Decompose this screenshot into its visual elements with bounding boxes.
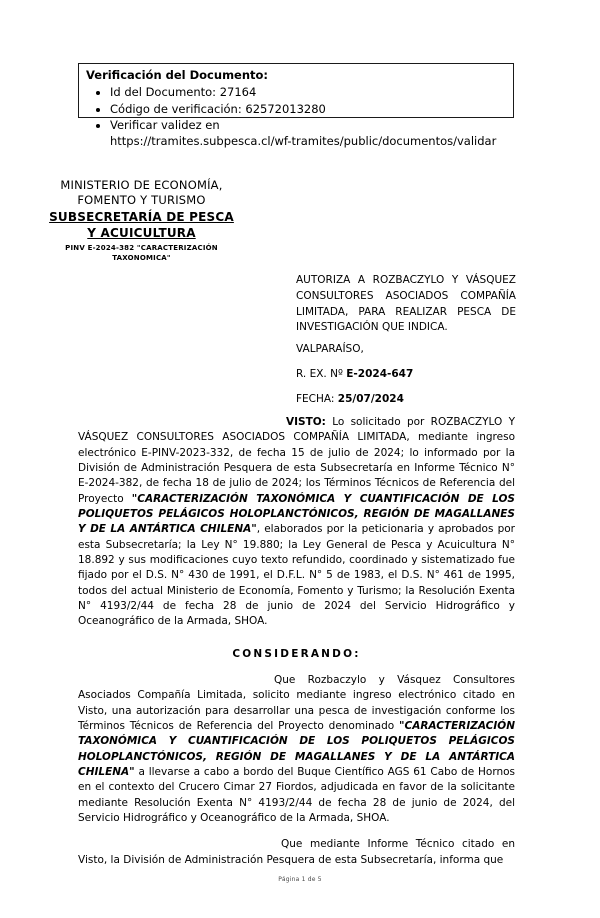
visto-label: VISTO: [286,416,326,428]
visto-project-title: "CARACTERIZACIÓN TAXONÓMICA Y CUANTIFICACIÓN DE LOS POLIQUETOS PELÁGICOS HOLOPLANCTÓNICOS, REGIÓN DE MAGALLANES Y DE LA ANTÁRTICA CHILENA" [78,492,515,536]
pinv-project-code [14,243,269,263]
verification-code: • Código de verificación: 62572013280 [110,101,518,117]
place-line: VALPARAÍSO, [296,343,364,355]
verification-document-id: • Id del Documento: 27164 [110,84,518,100]
authorization-subject: AUTORIZA A ROZBACZYLO Y VÁSQUEZ CONSULTORES ASOCIADOS COMPAÑÍA LIMITADA, PARA REALIZAR PESCA DE INVESTIGACIÓN QUE INDICA. [296,274,516,334]
resolution-date-line [296,393,516,405]
verification-list [86,84,518,149]
ministry-line-1: MINISTERIO DE ECONOMÍA, [60,178,223,192]
verification-block [78,63,518,150]
verification-validate-item [110,117,518,150]
resolution-number-label: R. EX. Nº [296,368,347,380]
paragraph-considerando-2 [78,837,515,868]
considerando-1-project-title: "CARACTERIZACIÓN TAXONÓMICA Y CUANTIFICACIÓN DE LOS POLIQUETOS PELÁGICOS HOLOPLANCTÓNICOS, REGIÓN DE MAGALLANES Y DE LA ANTÁRTICA CHILENA" [78,719,515,778]
subsecretaria-line-1: SUBSECRETARÍA DE PESCA [49,210,234,224]
verification-url[interactable]: https://tramites.subpesca.cl/wf-tramites/public/documentos/validar [110,134,497,149]
considerando-2-text: Que mediante Informe Técnico citado en Visto, la División de Administración Pesquera de esta Subsecretaría, informa que [78,838,515,866]
considerando-1-text-part-2: a llevarse a cabo a bordo del Buque Científico AGS 61 Cabo de Hornos en el contexto del Crucero Cimar 27 Fiordos, adjudicada en favor de la solicitante mediante Resolución Exenta N° 4193/2/44 de fecha 28 de junio de 2024, del Servicio Hidrográfico y Oceanográfico de la Armada, SHOA. [78,765,515,824]
subsecretaria-line-2: Y ACUICULTURA [87,225,196,240]
resolution-date-label: FECHA: [296,393,338,405]
ministry-line-2: FOMENTO Y TURISMO [77,193,206,208]
page-footer: Página 1 de 5 [278,876,322,883]
verification-validate-label: Verificar validez en [110,117,220,132]
paragraph-considerando-1 [78,673,515,826]
considerando-heading: CONSIDERANDO: [232,647,361,660]
subsecretaria-heading [14,210,269,242]
resolution-number-value: E-2024-647 [346,368,414,380]
paragraph-visto [78,415,515,630]
ministry-header [14,178,269,208]
considerando-1-text-part-1: Que Rozbaczylo y Vásquez Consultores Asociados Compañía Limitada, solicito mediante ingreso electrónico citado en Visto, una autorización para desarrollar una pesca de investigación conforme los Términos Técnicos de Referencia del Proyecto denominado [78,673,515,732]
pinv-code-line-1: PINV E-2024-382 "CARACTERIZACIÓN [65,244,218,252]
resolution-number-line [296,368,516,380]
resolution-date-value: 25/07/2024 [337,393,404,405]
document-body [78,415,515,868]
visto-text-part-1: Lo solicitado por ROZBACZYLO Y VÁSQUEZ CONSULTORES ASOCIADOS COMPAÑÍA LIMITADA, mediante ingreso electrónico E-PINV-2023-332, de fecha 15 de julio de 2024; lo informado por la División de Administración Pesquera de esta Subsecretaría en Informe Técnico N° E-2024-382, de fecha 18 de julio de 2024; los Términos Técnicos de Referencia del Proyecto [78,416,515,505]
pinv-code-line-2: TAXONOMICA" [112,254,171,263]
verification-title: Verificación del Documento: [86,68,269,82]
visto-text-part-2: , elaborados por la peticionaria y aprobados por esta Subsecretaría; la Ley N° 19.880; la Ley General de Pesca y Acuicultura N° 18.892 y sus modificaciones cuyo texto refundido, coordinado y sistematizado fue fijado por el D.S. N° 430 de 1991, el D.F.L. N° 5 de 1983, el D.S. N° 461 de 1995, todos del actual Ministerio de Economía, Fomento y Turismo; la Resolución Exenta N° 4193/2/44 de fecha 28 de junio de 2024 del Servicio Hidrográfico y Oceanográfico de la Armada, SHOA. [78,523,516,628]
